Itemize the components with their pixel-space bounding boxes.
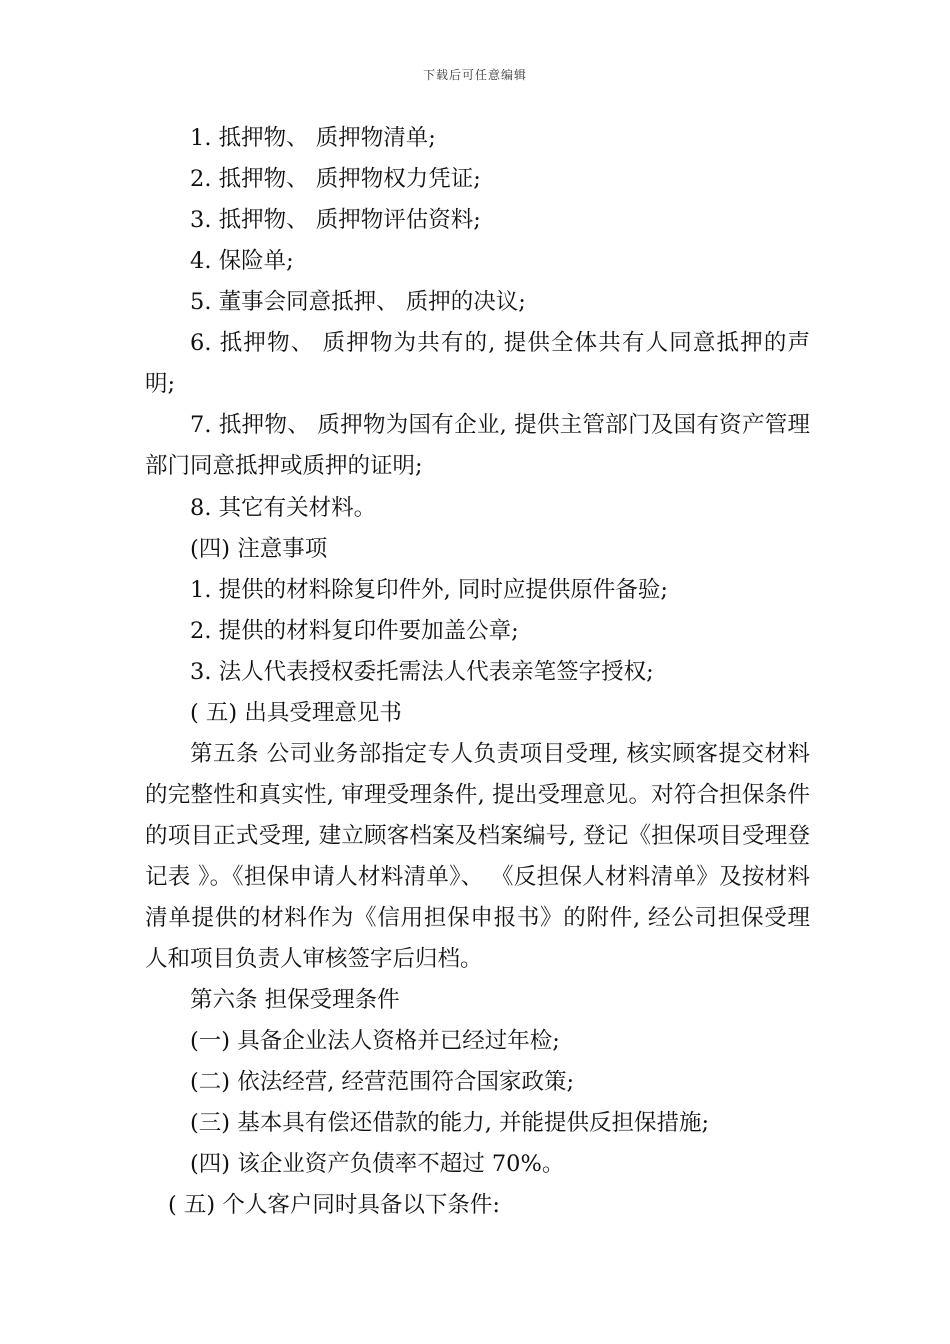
list-item: 5. 董事会同意抵押、 质押的决议;	[190, 289, 526, 315]
list-item: 3. 法人代表授权委托需法人代表亲笔签字授权;	[190, 659, 654, 685]
list-item: 2. 抵押物、 质押物权力凭证;	[190, 166, 481, 192]
section-heading: ( 五) 出具受理意见书	[190, 700, 402, 726]
list-item: 6. 抵押物、 质押物为共有的, 提供全体共有人同意抵押的声明;	[145, 330, 810, 397]
list-item: 7. 抵押物、 质押物为国有企业, 提供主管部门及国有资产管理部门同意抵押或质押的证明;	[145, 412, 810, 479]
section-heading: (四) 注意事项	[190, 536, 328, 562]
article-paragraph: 第五条 公司业务部指定专人负责项目受理, 核实顾客提交材料的完整性和真实性, 审理受理条件, 提出受理意见。对符合担保条件的项目正式受理, 建立顾客档案及档案编号, 登记《担保项目受理登记表 》。《担保申请人材料清单》、 《反担保人材料清单》及按材料清单提供的材料作为《信用担保申报书》的附件, 经公司担保受理人和项目负责人审核签字后归档。	[145, 741, 810, 972]
list-item: 4. 保险单;	[190, 248, 294, 274]
header-note: 下载后可任意编辑	[422, 68, 527, 82]
list-item: (三) 基本具有偿还借款的能力, 并能提供反担保措施;	[190, 1110, 710, 1136]
list-item: 3. 抵押物、 质押物评估资料;	[190, 207, 481, 233]
list-item: 1. 抵押物、 质押物清单;	[190, 125, 436, 151]
article-heading: 第六条 担保受理条件	[190, 987, 400, 1013]
list-item: ( 五) 个人客户同时具备以下条件:	[168, 1192, 500, 1218]
list-item: (四) 该企业资产负债率不超过 70%。	[190, 1151, 565, 1177]
list-item: (一) 具备企业法人资格并已经过年检;	[190, 1028, 560, 1054]
list-item: 8. 其它有关材料。	[190, 495, 377, 521]
list-item: 2. 提供的材料复印件要加盖公章;	[190, 618, 519, 644]
list-item: (二) 依法经营, 经营范围符合国家政策;	[190, 1069, 575, 1095]
list-item: 1. 提供的材料除复印件外, 同时应提供原件备验;	[190, 577, 669, 603]
